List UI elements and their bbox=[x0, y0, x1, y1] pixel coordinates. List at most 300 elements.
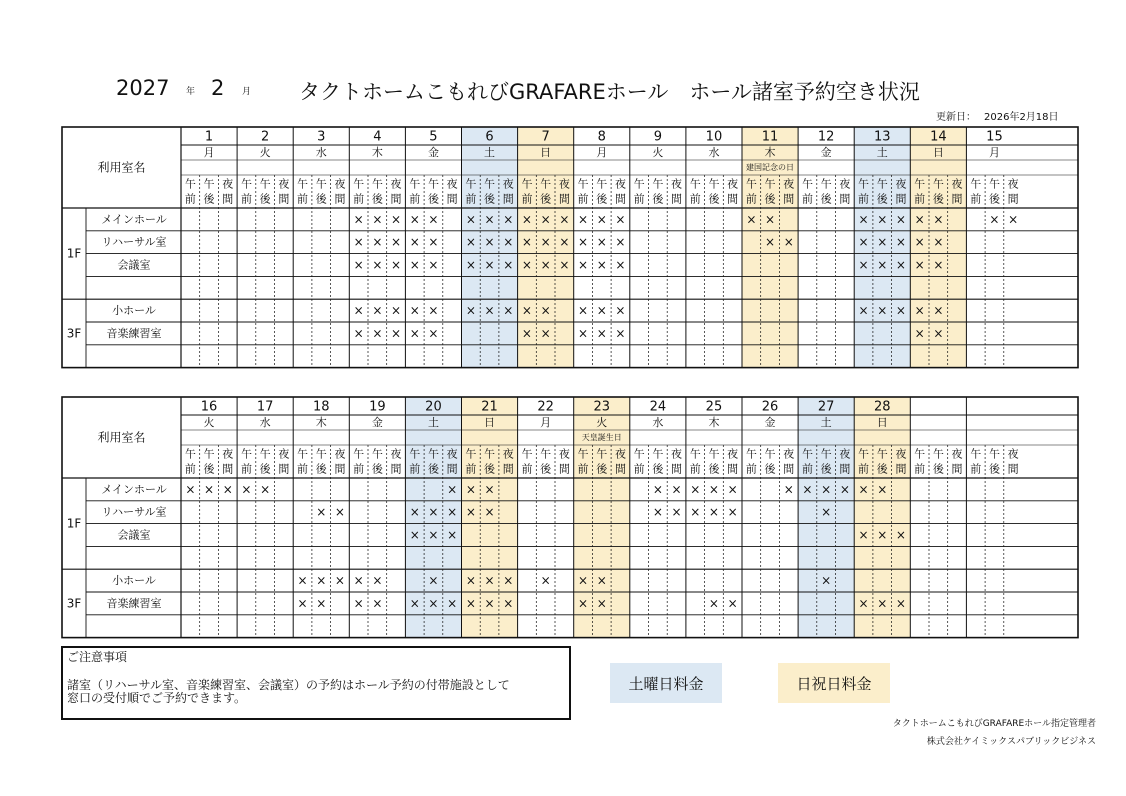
day-weekday-26: 金 bbox=[764, 416, 776, 429]
slot-label-top: 午 bbox=[970, 177, 982, 191]
booked-mark: × bbox=[521, 212, 532, 227]
booked-mark: × bbox=[821, 505, 832, 520]
slot-label-bottom: 間 bbox=[951, 462, 963, 476]
day-date-15: 15 bbox=[986, 129, 1003, 145]
slot-label-top: 午 bbox=[240, 447, 252, 461]
slot-label-bottom: 後 bbox=[203, 192, 215, 206]
slot-label-bottom: 間 bbox=[558, 462, 570, 476]
slot-label-bottom: 間 bbox=[334, 192, 346, 206]
booked-mark: × bbox=[895, 303, 906, 318]
booked-mark: × bbox=[391, 212, 402, 227]
booked-mark: × bbox=[578, 326, 589, 341]
booked-mark: × bbox=[428, 258, 439, 272]
slot-label-top: 午 bbox=[970, 447, 982, 461]
slot-label-top: 夜 bbox=[502, 177, 514, 191]
slot-label-bottom: 後 bbox=[427, 462, 439, 476]
booked-mark: × bbox=[353, 235, 364, 250]
slot-label-top: 午 bbox=[427, 177, 439, 191]
slot-label-top: 夜 bbox=[1007, 447, 1019, 461]
slot-label-top: 午 bbox=[409, 177, 421, 191]
booked-mark: × bbox=[895, 528, 906, 542]
booked-mark: × bbox=[540, 235, 551, 250]
slot-label-top: 夜 bbox=[558, 447, 570, 461]
slot-label-top: 午 bbox=[633, 447, 645, 461]
booked-mark: × bbox=[353, 303, 364, 318]
booked-mark: × bbox=[503, 596, 514, 611]
slot-label-top: 午 bbox=[764, 447, 776, 461]
slot-label-top: 夜 bbox=[502, 447, 514, 461]
slot-label-bottom: 後 bbox=[988, 462, 1000, 476]
booked-mark: × bbox=[372, 212, 383, 227]
booked-mark: × bbox=[222, 482, 233, 497]
legend-holiday-rate bbox=[778, 663, 890, 703]
booked-mark: × bbox=[708, 596, 719, 611]
slot-label-bottom: 前 bbox=[353, 192, 365, 206]
slot-label-top: 午 bbox=[596, 177, 608, 191]
slot-label-top: 午 bbox=[801, 447, 813, 461]
booked-mark: × bbox=[484, 573, 495, 588]
slot-label-top: 午 bbox=[540, 447, 552, 461]
booked-mark: × bbox=[559, 258, 570, 272]
slot-label-bottom: 前 bbox=[689, 462, 701, 476]
slot-label-bottom: 後 bbox=[820, 192, 832, 206]
booked-mark: × bbox=[858, 596, 869, 611]
slot-label-bottom: 後 bbox=[540, 462, 552, 476]
day-date-6: 6 bbox=[485, 129, 494, 145]
room-name: メインホール bbox=[101, 482, 167, 496]
slot-label-top: 午 bbox=[315, 447, 327, 461]
holiday-name-23: 天皇誕生日 bbox=[581, 433, 622, 442]
booked-mark: × bbox=[895, 258, 906, 272]
booked-mark: × bbox=[503, 235, 514, 250]
day-date-4: 4 bbox=[373, 129, 382, 145]
room-name: リハーサル室 bbox=[101, 505, 167, 519]
booked-mark: × bbox=[334, 573, 345, 588]
booked-mark: × bbox=[708, 505, 719, 520]
floor-label-1F: 1F bbox=[66, 246, 82, 261]
booked-mark: × bbox=[596, 596, 607, 611]
booked-mark: × bbox=[727, 596, 738, 611]
booked-mark: × bbox=[503, 573, 514, 588]
slot-label-top: 夜 bbox=[222, 447, 234, 461]
slot-label-top: 午 bbox=[297, 177, 309, 191]
booked-mark: × bbox=[521, 303, 532, 318]
slot-label-bottom: 間 bbox=[1007, 192, 1019, 206]
booked-mark: × bbox=[615, 303, 626, 318]
day-date-17: 17 bbox=[256, 399, 274, 415]
slot-label-bottom: 前 bbox=[858, 462, 870, 476]
slot-label-bottom: 前 bbox=[689, 192, 701, 206]
footer-manager: タクトホームこもれびGRAFAREホール指定管理者 bbox=[892, 719, 1096, 729]
booked-mark: × bbox=[409, 528, 420, 542]
slot-label-top: 午 bbox=[409, 447, 421, 461]
year-unit: 年 bbox=[186, 87, 196, 97]
slot-label-bottom: 前 bbox=[465, 462, 477, 476]
slot-label-bottom: 前 bbox=[297, 192, 309, 206]
slot-label-bottom: 前 bbox=[297, 462, 309, 476]
booked-mark: × bbox=[428, 303, 439, 318]
slot-label-top: 夜 bbox=[895, 447, 907, 461]
day-date-20: 20 bbox=[425, 399, 442, 415]
slot-label-top: 午 bbox=[297, 447, 309, 461]
slot-label-bottom: 後 bbox=[764, 192, 776, 206]
day-date-19: 19 bbox=[369, 399, 386, 415]
booked-mark: × bbox=[615, 326, 626, 341]
slot-label-top: 午 bbox=[988, 447, 1000, 461]
booked-mark: × bbox=[895, 235, 906, 250]
day-weekday-25: 木 bbox=[708, 416, 720, 429]
booked-mark: × bbox=[914, 212, 925, 227]
slot-label-top: 夜 bbox=[614, 447, 626, 461]
slot-label-bottom: 前 bbox=[184, 192, 196, 206]
slot-label-top: 午 bbox=[371, 177, 383, 191]
slot-label-top: 午 bbox=[484, 177, 496, 191]
booked-mark: × bbox=[540, 212, 551, 227]
legend-holiday-label: 日祝日料金 bbox=[796, 674, 872, 693]
room-name: リハーサル室 bbox=[101, 235, 167, 249]
slot-label-top: 午 bbox=[521, 447, 533, 461]
day-date-23: 23 bbox=[593, 399, 611, 415]
booked-mark: × bbox=[727, 505, 738, 520]
grid-lines bbox=[62, 397, 1078, 638]
slot-label-bottom: 間 bbox=[783, 462, 795, 476]
slot-label-bottom: 前 bbox=[970, 462, 982, 476]
slot-label-bottom: 間 bbox=[839, 462, 851, 476]
slot-label-bottom: 後 bbox=[540, 192, 552, 206]
day-date-11: 11 bbox=[761, 129, 779, 145]
booked-mark: × bbox=[409, 303, 420, 318]
slot-label-bottom: 後 bbox=[596, 192, 608, 206]
slot-label-top: 夜 bbox=[390, 177, 402, 191]
slot-label-bottom: 前 bbox=[409, 192, 421, 206]
booked-mark: × bbox=[372, 235, 383, 250]
booked-mark: × bbox=[409, 212, 420, 227]
booked-mark: × bbox=[540, 258, 551, 272]
booked-mark: × bbox=[652, 482, 663, 497]
booked-mark: × bbox=[447, 505, 458, 520]
slot-label-top: 夜 bbox=[839, 447, 851, 461]
day-weekday-27: 土 bbox=[820, 416, 832, 429]
slot-label-top: 午 bbox=[801, 177, 813, 191]
booked-mark: × bbox=[334, 505, 345, 520]
slot-label-top: 午 bbox=[484, 447, 496, 461]
slot-label-top: 午 bbox=[259, 177, 271, 191]
booked-mark: × bbox=[353, 596, 364, 611]
slot-label-bottom: 後 bbox=[315, 192, 327, 206]
booked-mark: × bbox=[484, 505, 495, 520]
booked-mark: × bbox=[933, 258, 944, 272]
slot-label-top: 午 bbox=[353, 177, 365, 191]
booked-mark: × bbox=[409, 596, 420, 611]
booked-mark: × bbox=[428, 235, 439, 250]
day-weekday-19: 金 bbox=[371, 416, 383, 429]
booked-mark: × bbox=[858, 212, 869, 227]
slot-label-top: 午 bbox=[708, 447, 720, 461]
slot-label-bottom: 間 bbox=[446, 192, 458, 206]
booked-mark: × bbox=[858, 482, 869, 497]
booked-mark: × bbox=[428, 573, 439, 588]
slot-label-top: 午 bbox=[540, 177, 552, 191]
booked-mark: × bbox=[391, 303, 402, 318]
booked-mark: × bbox=[578, 596, 589, 611]
slot-label-top: 夜 bbox=[446, 447, 458, 461]
booked-mark: × bbox=[428, 505, 439, 520]
booked-mark: × bbox=[933, 235, 944, 250]
booked-mark: × bbox=[578, 258, 589, 272]
slot-label-bottom: 後 bbox=[315, 462, 327, 476]
slot-label-top: 午 bbox=[858, 447, 870, 461]
day-weekday-2: 火 bbox=[259, 146, 271, 159]
slot-label-bottom: 間 bbox=[502, 462, 514, 476]
table-border bbox=[62, 397, 1078, 638]
slot-label-bottom: 間 bbox=[895, 462, 907, 476]
slot-label-top: 午 bbox=[876, 177, 888, 191]
booked-mark: × bbox=[914, 258, 925, 272]
booked-mark: × bbox=[447, 482, 458, 497]
day-date-24: 24 bbox=[649, 399, 667, 415]
slot-label-bottom: 間 bbox=[502, 192, 514, 206]
booked-mark: × bbox=[316, 573, 327, 588]
booked-mark: × bbox=[540, 303, 551, 318]
booked-mark: × bbox=[821, 573, 832, 588]
booked-mark: × bbox=[933, 326, 944, 341]
slot-label-bottom: 後 bbox=[596, 462, 608, 476]
booked-mark: × bbox=[727, 482, 738, 497]
booked-mark: × bbox=[596, 303, 607, 318]
booked-mark: × bbox=[540, 326, 551, 341]
day-weekday-9: 火 bbox=[652, 146, 664, 159]
day-date-22: 22 bbox=[537, 399, 554, 415]
booked-mark: × bbox=[559, 235, 570, 250]
floor-label-3F: 3F bbox=[66, 596, 82, 611]
booked-mark: × bbox=[578, 235, 589, 250]
slot-label-top: 午 bbox=[371, 447, 383, 461]
slot-label-top: 夜 bbox=[614, 177, 626, 191]
slot-label-top: 午 bbox=[521, 177, 533, 191]
slot-label-bottom: 後 bbox=[932, 462, 944, 476]
booked-mark: × bbox=[465, 303, 476, 318]
slot-label-top: 午 bbox=[240, 177, 252, 191]
slot-label-bottom: 間 bbox=[671, 192, 683, 206]
slot-label-top: 午 bbox=[988, 177, 1000, 191]
booked-mark: × bbox=[353, 326, 364, 341]
slot-label-bottom: 後 bbox=[652, 192, 664, 206]
day-date-13: 13 bbox=[873, 129, 891, 145]
slot-label-top: 午 bbox=[858, 177, 870, 191]
slot-label-top: 夜 bbox=[278, 177, 290, 191]
booked-mark: × bbox=[484, 303, 495, 318]
booked-mark: × bbox=[540, 573, 551, 588]
slot-label-bottom: 後 bbox=[988, 192, 1000, 206]
booked-mark: × bbox=[877, 212, 888, 227]
booked-mark: × bbox=[802, 482, 813, 497]
room-name: 小ホール bbox=[112, 574, 156, 588]
booked-mark: × bbox=[671, 482, 682, 497]
slot-label-top: 午 bbox=[689, 177, 701, 191]
day-weekday-24: 水 bbox=[652, 416, 664, 429]
day-weekday-11: 木 bbox=[764, 146, 776, 159]
booked-mark: × bbox=[578, 303, 589, 318]
booked-mark: × bbox=[578, 212, 589, 227]
booked-mark: × bbox=[765, 235, 776, 250]
booked-mark: × bbox=[877, 303, 888, 318]
room-name: 音楽練習室 bbox=[106, 596, 162, 610]
slot-label-bottom: 間 bbox=[614, 462, 626, 476]
slot-label-top: 夜 bbox=[446, 177, 458, 191]
slot-label-bottom: 前 bbox=[240, 462, 252, 476]
floor-label-3F: 3F bbox=[66, 326, 82, 341]
booked-mark: × bbox=[933, 303, 944, 318]
room-column-header: 利用室名 bbox=[97, 430, 146, 445]
slot-label-top: 午 bbox=[652, 177, 664, 191]
booked-mark: × bbox=[690, 482, 701, 497]
booked-mark: × bbox=[746, 212, 757, 227]
slot-label-bottom: 間 bbox=[671, 462, 683, 476]
slot-label-top: 夜 bbox=[951, 177, 963, 191]
room-name: メインホール bbox=[101, 212, 167, 226]
slot-label-bottom: 前 bbox=[577, 192, 589, 206]
day-weekday-1: 月 bbox=[203, 146, 215, 159]
slot-label-top: 午 bbox=[820, 177, 832, 191]
booked-mark: × bbox=[821, 482, 832, 497]
slot-label-top: 午 bbox=[745, 177, 757, 191]
day-weekday-21: 日 bbox=[484, 416, 496, 429]
slot-label-top: 午 bbox=[745, 447, 757, 461]
day-weekday-23: 火 bbox=[596, 416, 608, 429]
slot-label-top: 午 bbox=[203, 447, 215, 461]
booked-mark: × bbox=[353, 212, 364, 227]
day-weekday-10: 水 bbox=[708, 146, 720, 159]
booked-mark: × bbox=[391, 258, 402, 272]
day-weekday-4: 木 bbox=[371, 146, 383, 159]
slot-label-top: 午 bbox=[577, 447, 589, 461]
booked-mark: × bbox=[596, 326, 607, 341]
slot-label-bottom: 間 bbox=[558, 192, 570, 206]
slot-label-top: 午 bbox=[708, 177, 720, 191]
day-date-10: 10 bbox=[705, 129, 723, 145]
slot-label-top: 午 bbox=[914, 177, 926, 191]
month-unit: 月 bbox=[242, 87, 252, 97]
day-weekday-17: 水 bbox=[259, 416, 271, 429]
booked-mark: × bbox=[372, 596, 383, 611]
slot-label-top: 午 bbox=[577, 177, 589, 191]
slot-label-bottom: 間 bbox=[614, 192, 626, 206]
booked-mark: × bbox=[484, 235, 495, 250]
day-date-27: 27 bbox=[817, 399, 835, 415]
booked-mark: × bbox=[465, 596, 476, 611]
slot-label-bottom: 後 bbox=[932, 192, 944, 206]
slot-label-bottom: 間 bbox=[839, 192, 851, 206]
booked-mark: × bbox=[578, 573, 589, 588]
slot-label-top: 午 bbox=[633, 177, 645, 191]
slot-label-bottom: 後 bbox=[484, 192, 496, 206]
booked-mark: × bbox=[241, 482, 252, 497]
year: 2027 bbox=[116, 76, 170, 100]
slot-label-top: 夜 bbox=[334, 447, 346, 461]
room-name: 音楽練習室 bbox=[106, 326, 162, 340]
slot-label-bottom: 間 bbox=[1007, 462, 1019, 476]
booked-mark: × bbox=[353, 573, 364, 588]
booked-mark: × bbox=[297, 573, 308, 588]
slot-label-top: 夜 bbox=[783, 447, 795, 461]
slot-label-top: 午 bbox=[932, 177, 944, 191]
booked-mark: × bbox=[409, 235, 420, 250]
slot-label-bottom: 後 bbox=[764, 462, 776, 476]
booked-mark: × bbox=[858, 303, 869, 318]
booked-mark: × bbox=[297, 596, 308, 611]
notes-body: 諸室（リハーサル室、音楽練習室、会議室）の予約はホール予約の付帯施設として 窓口の受付順でご予約できます。 bbox=[67, 678, 510, 705]
slot-label-top: 夜 bbox=[390, 447, 402, 461]
booked-mark: × bbox=[260, 482, 271, 497]
booked-mark: × bbox=[989, 212, 1000, 227]
booked-mark: × bbox=[316, 596, 327, 611]
day-date-5: 5 bbox=[429, 129, 438, 145]
day-weekday-22: 月 bbox=[540, 416, 552, 429]
notes-title: ご注意事項 bbox=[67, 650, 128, 664]
slot-label-top: 午 bbox=[689, 447, 701, 461]
booked-mark: × bbox=[428, 528, 439, 542]
day-weekday-20: 土 bbox=[427, 416, 439, 429]
slot-label-bottom: 前 bbox=[240, 192, 252, 206]
slot-label-bottom: 間 bbox=[222, 462, 234, 476]
slot-label-bottom: 間 bbox=[446, 462, 458, 476]
slot-label-bottom: 前 bbox=[521, 462, 533, 476]
booked-mark: × bbox=[484, 212, 495, 227]
day-weekday-3: 水 bbox=[315, 146, 327, 159]
updated-value: 2026年2月18日 bbox=[984, 112, 1059, 123]
floor-label-1F: 1F bbox=[66, 516, 82, 531]
booked-mark: × bbox=[465, 505, 476, 520]
slot-label-bottom: 後 bbox=[427, 192, 439, 206]
slot-label-top: 夜 bbox=[671, 447, 683, 461]
day-weekday-15: 月 bbox=[988, 146, 1000, 159]
booked-mark: × bbox=[690, 505, 701, 520]
slot-label-top: 午 bbox=[184, 447, 196, 461]
booked-mark: × bbox=[428, 326, 439, 341]
slot-label-bottom: 間 bbox=[222, 192, 234, 206]
slot-label-bottom: 後 bbox=[652, 462, 664, 476]
month: 2 bbox=[211, 76, 225, 100]
slot-label-bottom: 前 bbox=[745, 192, 757, 206]
legend-saturday-label: 土曜日料金 bbox=[628, 674, 704, 693]
day-date-9: 9 bbox=[653, 129, 662, 145]
slot-label-bottom: 前 bbox=[801, 462, 813, 476]
holiday-name-11: 建国記念の日 bbox=[746, 163, 795, 172]
booked-mark: × bbox=[783, 482, 794, 497]
booked-mark: × bbox=[615, 235, 626, 250]
day-date-26: 26 bbox=[761, 399, 779, 415]
booked-mark: × bbox=[615, 212, 626, 227]
slot-label-bottom: 前 bbox=[970, 192, 982, 206]
booked-mark: × bbox=[428, 212, 439, 227]
booked-mark: × bbox=[484, 482, 495, 497]
slot-label-top: 夜 bbox=[783, 177, 795, 191]
day-date-21: 21 bbox=[481, 399, 498, 415]
legend-saturday-rate bbox=[610, 663, 722, 703]
slot-label-top: 午 bbox=[427, 447, 439, 461]
slot-label-top: 午 bbox=[596, 447, 608, 461]
slot-label-top: 午 bbox=[465, 447, 477, 461]
slot-label-top: 午 bbox=[652, 447, 664, 461]
room-name: 会議室 bbox=[117, 528, 151, 542]
booked-mark: × bbox=[204, 482, 215, 497]
slot-label-bottom: 前 bbox=[633, 462, 645, 476]
slot-label-bottom: 間 bbox=[390, 192, 402, 206]
slot-label-top: 午 bbox=[764, 177, 776, 191]
day-weekday-14: 日 bbox=[932, 146, 944, 159]
booked-mark: × bbox=[465, 212, 476, 227]
room-column-header: 利用室名 bbox=[97, 160, 146, 175]
